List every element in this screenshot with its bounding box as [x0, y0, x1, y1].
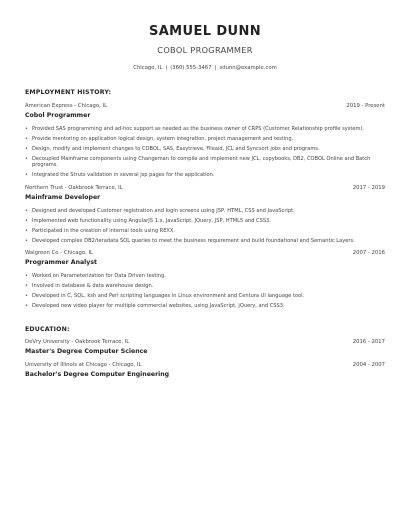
job-company: Northern Trust - Oakbrook Terrace, IL [25, 184, 123, 191]
education-school: DeVry University - Oakbrook Terrace, IL [25, 338, 130, 345]
contact-phone: (360) 555-3467 [170, 65, 212, 71]
job-entry [25, 103, 385, 179]
job-company: American Express - Chicago, IL [25, 103, 108, 109]
job-bullet: • Developed new video player for multiple commercial websites, using JavaScript, jQuery, and CSS3. [25, 303, 385, 309]
job-dates: 2019 - Present [346, 103, 385, 109]
education-school: University of Illinois at Chicago - Chicago, IL [25, 361, 142, 368]
job-bullet: • Design, modify and implement changes to COBOL, SAS, Easytrieve, Fileaid, JCL and Syncsort jobs and programs. [25, 146, 385, 152]
job-entry [25, 185, 385, 244]
job-company: Walgreen Co - Chicago, IL [25, 250, 93, 257]
education-entry [25, 339, 385, 356]
job-role: Mainframe Developer [25, 193, 101, 201]
education-dates: 2004 - 2007 [352, 361, 385, 368]
job-role: Cobol Programmer [25, 112, 91, 119]
job-bullet: • Participated in the creation of internal tools using REXX. [25, 228, 385, 234]
contact-separator: | [165, 65, 168, 71]
job-role: Programmer Analyst [25, 259, 97, 267]
job-entry [25, 250, 385, 309]
job-bullet: • Decoupled Mainframe components using Changeman to compile and implement new JCL, copybooks, DB2, COBOL Online and Batch programs. [25, 156, 385, 169]
employment-heading: EMPLOYMENT HISTORY: [25, 89, 112, 96]
job-bullet: • Worked on Parameterization for Data Driven testing. [25, 273, 385, 279]
education-heading: EDUCATION: [25, 325, 70, 333]
job-bullet: • Developed complex DB2/teradata SQL queries to meet the business requirement and build foundational and Semantic Layers. [25, 238, 385, 244]
contact-email: sdunn@example.com [219, 65, 277, 71]
education-degree: Bachelor's Degree Computer Engineering [25, 370, 170, 378]
job-bullet: • Developed in C, SQL, ksh and Perl scripting languages in Linux environment and Centura UI language tool. [25, 293, 385, 299]
job-bullet: • Integrated the Struts validation in several jsp pages for the application. [25, 172, 385, 178]
candidate-name: SAMUEL DUNN [148, 24, 262, 39]
job-bullet: • Involved in database & data warehouse design. [25, 283, 385, 289]
job-bullet: • Provide mentoring on application logical design, system integration, project management and testing. [25, 136, 385, 142]
job-bullets [25, 208, 385, 244]
job-bullet: • Provided SAS programming and ad-hoc support as needed as the business owner of CRPS (Customer Relationship profile system). [25, 126, 385, 132]
job-dates: 2007 - 2016 [352, 250, 385, 257]
contact-line [25, 65, 385, 72]
job-bullet: • Implemented web functionality using AngularJS 1.x, JavaScript, JQuery, JSP, HTML5 and CSS3. [25, 218, 385, 224]
job-bullets [25, 126, 385, 179]
job-dates: 2017 - 2019 [352, 184, 385, 191]
contact-separator: | [214, 65, 217, 71]
education-dates: 2016 - 2017 [352, 338, 385, 345]
education-degree: Master's Degree Computer Science [25, 347, 148, 355]
contact-location: Chicago, IL [133, 65, 163, 71]
job-bullet: • Designed and developed Customer registration and login screens using JSP, HTML, CSS and JavaScript. [25, 208, 385, 214]
candidate-title: COBOL PROGRAMMER [157, 45, 253, 55]
job-bullets [25, 273, 385, 309]
education-entry [25, 362, 385, 379]
